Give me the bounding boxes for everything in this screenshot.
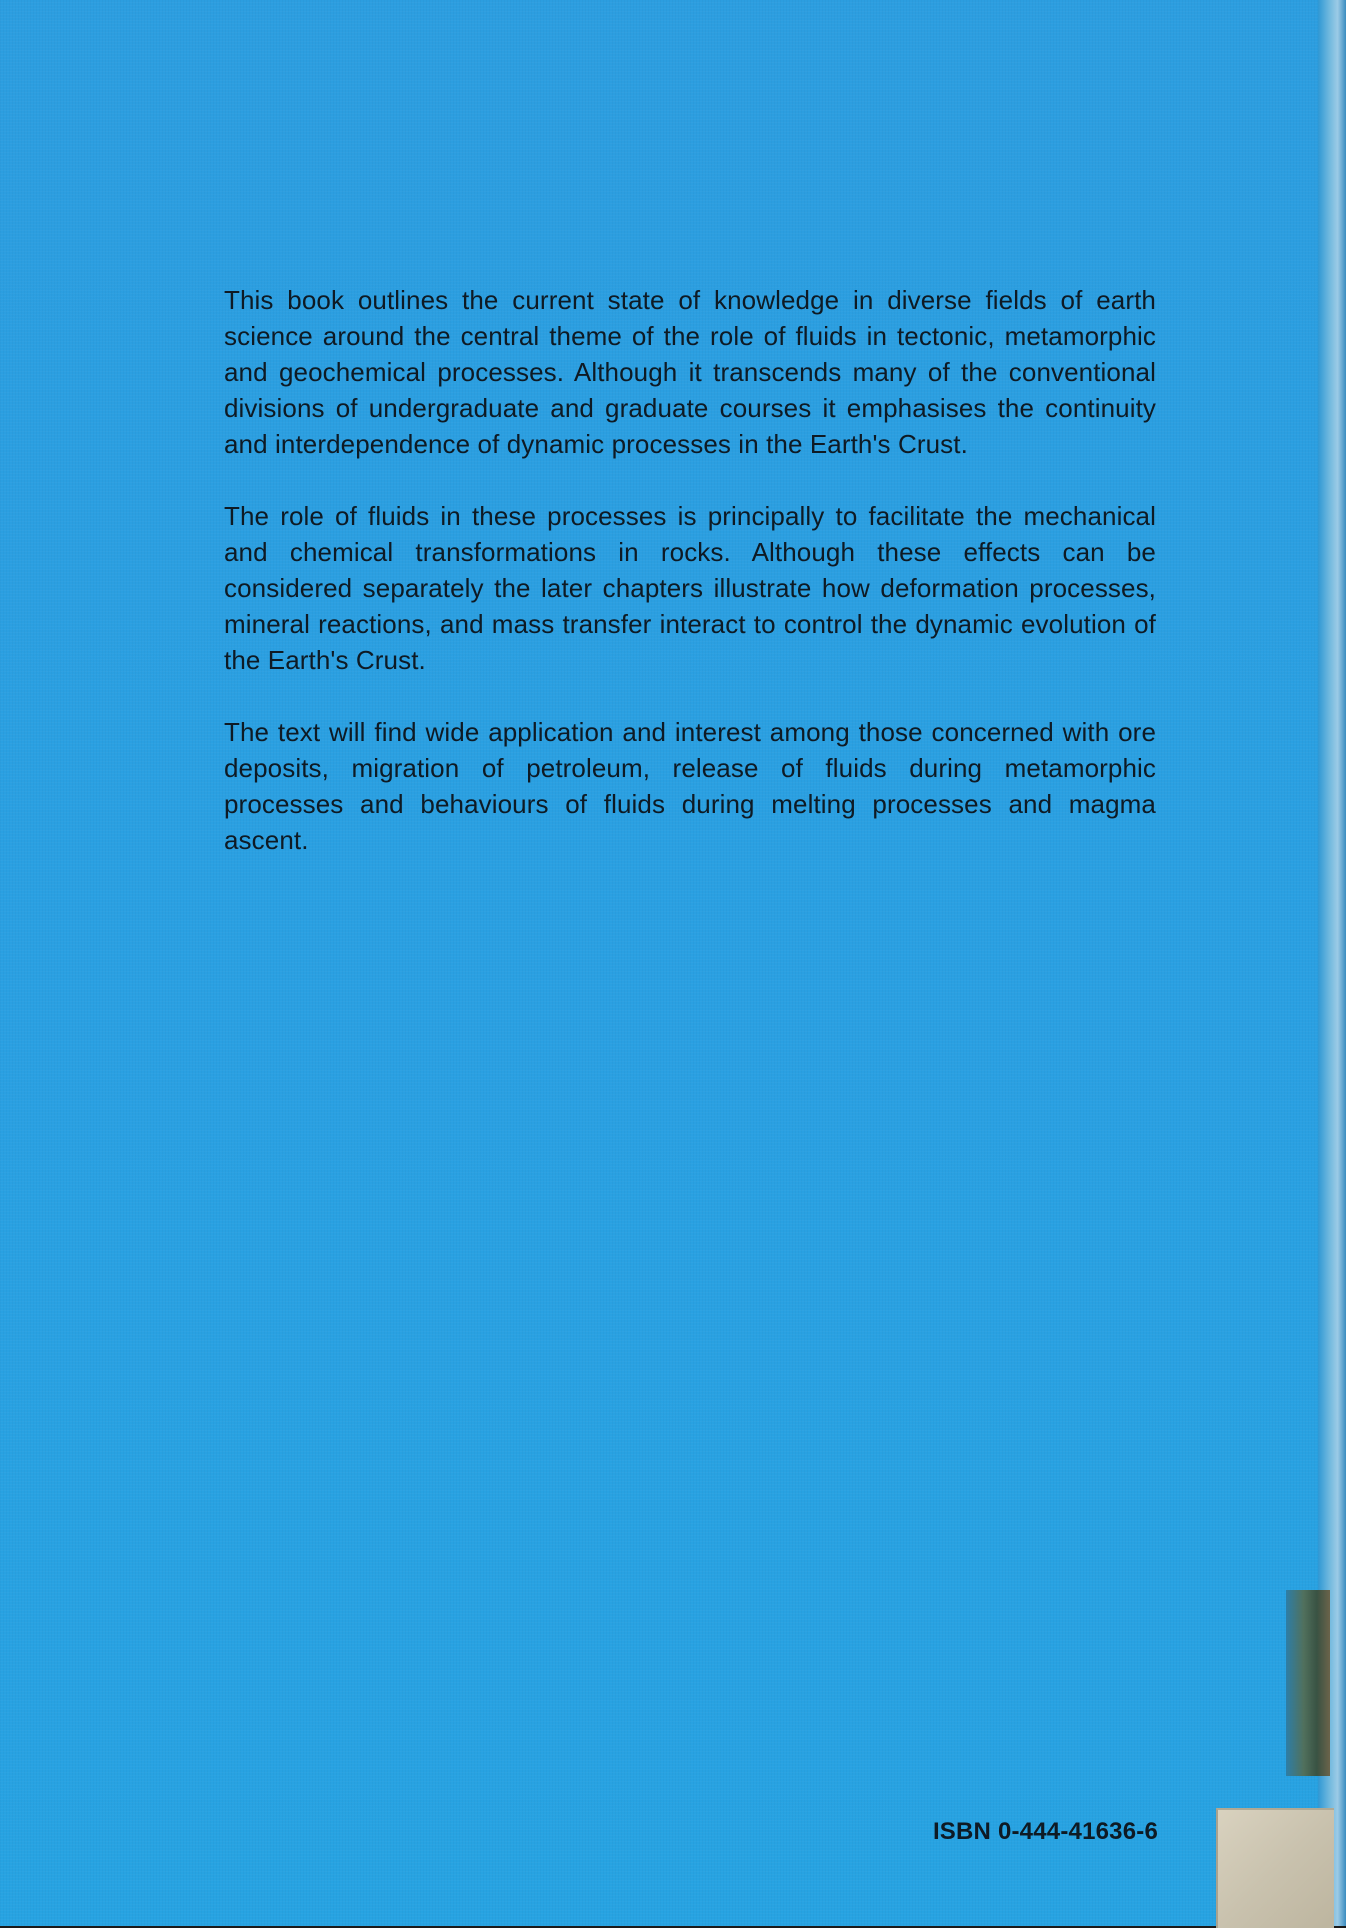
blurb-paragraph-2: The role of fluids in these processes is principally to facilitate the mechanical and chemical transformations in rocks. Although these effects can be considered separately the later chapters illustrate how deformation processes, mineral reactions, and mass transfer interact to control the dynamic evolution of the Earth's Crust. — [224, 501, 1156, 675]
blurb-paragraph-1: This book outlines the current state of knowledge in diverse fields of earth science around the central theme of the role of fluids in tectonic, metamorphic and geochemical processes. Although it transcends many of the conventional divisions of undergraduate and graduate courses it emphasises the continuity and interdependence of dynamic processes in the Earth's Crust. — [224, 285, 1156, 459]
spine-wear — [1286, 1590, 1330, 1776]
isbn-number: ISBN 0-444-41636-6 — [932, 1818, 1158, 1845]
blurb-paragraph-3: The text will find wide application and interest among those concerned with ore deposits, migration of petroleum, release of fluids during metamorphic processes and behaviours of fluids during melting processes and magma ascent. — [224, 717, 1156, 855]
cover-blurb — [224, 282, 1156, 894]
library-label-sticker — [1216, 1808, 1334, 1928]
